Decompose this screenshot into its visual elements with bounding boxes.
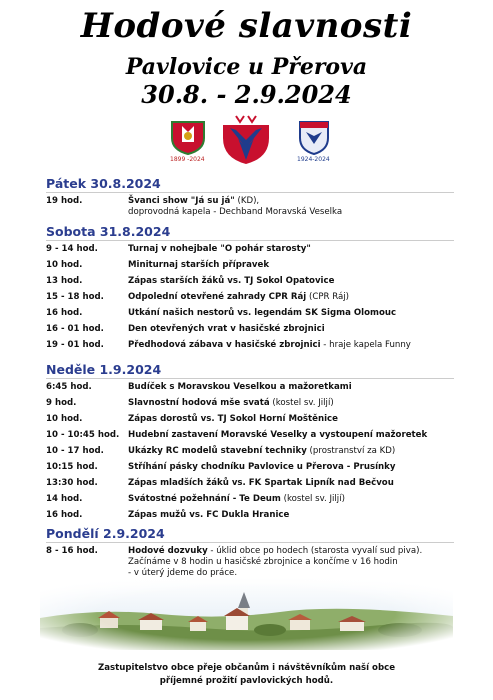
event-note: - úklid obce po hodech (starosta vyvalí sud piva). [207,546,423,556]
event-title: Ukázky RC modelů stavební techniky [128,446,307,456]
right-crest-caption: 1924-2024 [297,156,330,163]
event-text-line3: - v úterý jdeme do práce. [128,568,238,578]
event-time: 19 - 01 hod. [46,340,104,350]
event-title: Odpolední otevřené zahrady CPR Ráj [128,292,307,302]
event-note: (KD), [234,196,260,206]
event-title: Hudební zastavení Moravské Veselky a vystoupení mažoretek [128,430,428,440]
event-text [128,196,458,208]
event-time: 15 - 18 hod. [46,292,104,302]
event-time: 6:45 hod. [46,382,92,392]
event-title: Hodové dozvuky [128,546,208,556]
event-title: Zápas mladších žáků vs. FK Spartak Lipník nad Bečvou [128,478,394,488]
event-text [128,276,458,288]
event-text [128,382,458,394]
event-text [128,324,458,336]
event-time: 13:30 hod. [46,478,98,488]
event-text [128,494,458,506]
event-time: 16 - 01 hod. [46,324,104,334]
event-text [128,292,458,304]
event-text [128,478,458,490]
event-time: 13 hod. [46,276,83,286]
event-time: 19 hod. [46,196,83,206]
event-time: 8 - 16 hod. [46,546,98,556]
event-title: Stříhání pásky chodníku Pavlovice u Přerova - Prusínky [128,462,396,472]
event-time: 14 hod. [46,494,83,504]
page-title: Hodové slavnosti [80,6,413,46]
event-note: (CPR Ráj) [306,292,349,302]
event-title: Den otevřených vrat v hasičské zbrojnici [128,324,325,334]
event-text [128,244,458,256]
event-note: (kostel sv. Jiljí) [269,398,334,408]
event-title: Zápas mužů vs. FC Dukla Hranice [128,510,290,520]
event-text [128,446,458,458]
event-title: Utkání našich nestorů vs. legendám SK Sigma Olomouc [128,308,397,318]
divider [46,240,454,241]
event-text [128,398,458,410]
event-time: 10 hod. [46,414,83,424]
event-title: Budíček s Moravskou Veselkou a mažoretkami [128,382,352,392]
dates-subtitle: 30.8. - 2.9.2024 [141,80,352,109]
event-text [128,462,458,474]
event-note: - hraje kapela Funny [320,340,411,350]
event-time: 10 hod. [46,260,83,270]
village-coat-of-arms [220,108,272,166]
event-title: Zápas starších žáků vs. TJ Sokol Opatovice [128,276,335,286]
event-text [128,546,458,558]
event-time: 10 - 10:45 hod. [46,430,120,440]
event-title: Miniturnaj starších přípravek [128,260,270,270]
day-heading-friday: Pátek 30.8.2024 [46,176,161,191]
day-heading-sunday: Neděle 1.9.2024 [46,362,162,377]
event-time: 16 hod. [46,308,83,318]
event-note: (prostranství za KD) [306,446,396,456]
event-title: Předhodová zábava v hasičské zbrojnici [128,340,321,350]
event-title: Slavnostní hodová mše svatá [128,398,270,408]
event-time: 10 - 17 hod. [46,446,104,456]
village-panorama-image [40,578,453,650]
event-time: 16 hod. [46,510,83,520]
footer-line-1: Zastupitelstvo obce přeje občanům i návštěvníkům naší obce [97,663,396,673]
event-time: 10:15 hod. [46,462,98,472]
footer-line-2: příjemné prožití pavlovických hodů. [159,676,334,686]
event-time: 9 - 14 hod. [46,244,98,254]
event-text-line2: Začínáme v 8 hodin u hasičské zbrojnice a končíme v 16 hodin [128,557,398,567]
event-title: Švanci show "Já su já" [128,196,235,206]
event-title: Turnaj v nohejbale "O pohár starosty" [128,244,311,254]
divider [46,378,454,379]
divider [46,192,454,193]
anniversary-crest-right [296,118,332,156]
place-subtitle: Pavlovice u Přerova [125,54,368,80]
event-note: (kostel sv. Jiljí) [280,494,345,504]
event-text [128,414,458,426]
event-title: Zápas dorostů vs. TJ Sokol Horní Moštěnice [128,414,338,424]
divider [46,542,454,543]
event-title: Svátostné požehnání - Te Deum [128,494,281,504]
event-text [128,510,458,522]
event-text [128,430,458,442]
event-text-line2: doprovodná kapela - Dechband Moravská Veselka [128,207,343,217]
event-text [128,308,458,320]
anniversary-crest-left [168,118,208,156]
event-time: 9 hod. [46,398,77,408]
left-crest-caption: 1899 -2024 [170,156,205,163]
event-text [128,340,458,352]
day-heading-saturday: Sobota 31.8.2024 [46,224,171,239]
day-heading-monday: Pondělí 2.9.2024 [46,526,165,541]
event-text [128,260,458,272]
